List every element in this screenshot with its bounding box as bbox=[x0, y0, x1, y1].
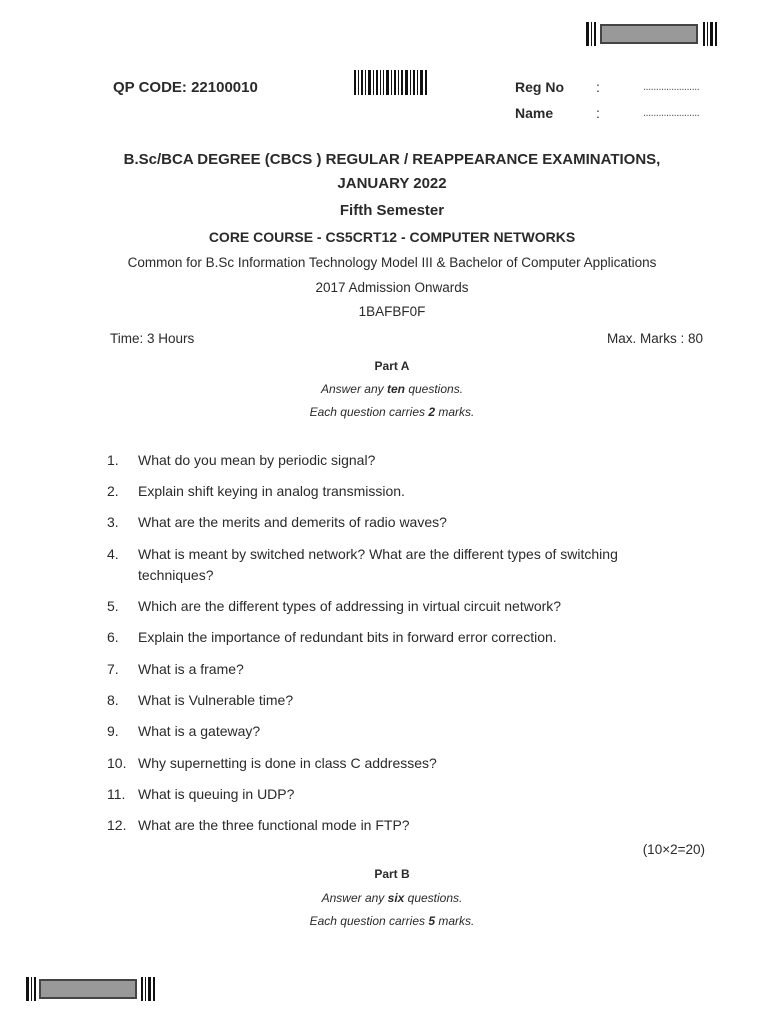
barcode-top-right bbox=[586, 22, 718, 46]
qp-code: QP CODE: 22100010 bbox=[113, 79, 258, 96]
instr-text: Each question carries bbox=[309, 914, 429, 928]
max-marks: Max. Marks : 80 bbox=[606, 331, 703, 346]
instr-text: Answer any bbox=[321, 891, 388, 905]
question-text: Explain the importance of redundant bits in forward error correction. bbox=[138, 629, 557, 645]
instr-text: marks. bbox=[435, 914, 475, 928]
exam-title-line1: B.Sc/BCA DEGREE (CBCS ) REGULAR / REAPPEARANCE EXAMINATIONS, bbox=[123, 151, 661, 168]
question-number: 3. bbox=[107, 514, 119, 530]
time-text: Time: 3 Hours bbox=[110, 331, 195, 346]
part-a-instruction2 bbox=[0, 405, 768, 419]
question-text: What is a gateway? bbox=[138, 723, 261, 739]
instr-text: questions. bbox=[404, 891, 463, 905]
instr-text: Answer any bbox=[320, 382, 387, 396]
instr-emphasis: ten bbox=[386, 382, 405, 396]
question-number: 12. bbox=[107, 817, 127, 833]
instr-text: marks. bbox=[435, 405, 475, 419]
question-number: 6. bbox=[107, 629, 119, 645]
part-a-instruction1 bbox=[0, 382, 768, 396]
part-b-title: Part B bbox=[374, 867, 410, 881]
barcode-center bbox=[354, 70, 428, 95]
question-text: What is meant by switched network? What are the different types of switching techniques? bbox=[138, 546, 618, 583]
exam-title-line2: JANUARY 2022 bbox=[337, 175, 447, 192]
name-colon: : bbox=[596, 105, 600, 121]
question-number: 11. bbox=[107, 786, 126, 802]
part-a-marks: (10×2=20) bbox=[642, 842, 705, 857]
reg-no-label: Reg No bbox=[515, 79, 564, 95]
part-b-instruction2 bbox=[0, 914, 768, 928]
question-text: What is a frame? bbox=[138, 661, 244, 677]
question-text: Which are the different types of addressing in virtual circuit network? bbox=[138, 598, 562, 614]
semester: Fifth Semester bbox=[339, 202, 445, 219]
question-text: What do you mean by periodic signal? bbox=[138, 452, 376, 468]
part-a-title: Part A bbox=[374, 359, 410, 373]
question-text: Why supernetting is done in class C addresses? bbox=[138, 755, 437, 771]
paper-code: 1BAFBF0F bbox=[358, 304, 426, 319]
barcode-bottom-left bbox=[26, 977, 156, 1001]
instr-emphasis: six bbox=[387, 891, 405, 905]
question-number: 4. bbox=[107, 546, 119, 562]
instr-emphasis: 2 bbox=[428, 405, 436, 419]
question-text: What are the merits and demerits of radio waves? bbox=[138, 514, 447, 530]
name-label: Name bbox=[515, 105, 554, 121]
question-number: 9. bbox=[107, 723, 119, 739]
question-text: What are the three functional mode in FTP? bbox=[138, 817, 410, 833]
reg-no-field[interactable]: ...................... bbox=[643, 81, 700, 93]
instr-text: questions. bbox=[404, 382, 464, 396]
common-for: Common for B.Sc Information Technology Model III & Bachelor of Computer Applications bbox=[127, 255, 657, 270]
instr-emphasis: 5 bbox=[428, 914, 436, 928]
course-title: CORE COURSE - CS5CRT12 - COMPUTER NETWORKS bbox=[208, 229, 576, 245]
name-field[interactable]: ...................... bbox=[643, 107, 700, 119]
question-number: 1. bbox=[107, 452, 119, 468]
question-number: 8. bbox=[107, 692, 119, 708]
reg-no-colon: : bbox=[596, 79, 600, 95]
question-text: Explain shift keying in analog transmission. bbox=[138, 483, 405, 499]
admission-text: 2017 Admission Onwards bbox=[315, 280, 469, 295]
question-number: 5. bbox=[107, 598, 119, 614]
question-number: 7. bbox=[107, 661, 119, 677]
question-text: What is queuing in UDP? bbox=[138, 786, 295, 802]
question-text: What is Vulnerable time? bbox=[138, 692, 294, 708]
part-b-instruction1 bbox=[0, 891, 768, 905]
question-number: 2. bbox=[107, 483, 119, 499]
question-number: 10. bbox=[107, 755, 127, 771]
instr-text: Each question carries bbox=[309, 405, 429, 419]
